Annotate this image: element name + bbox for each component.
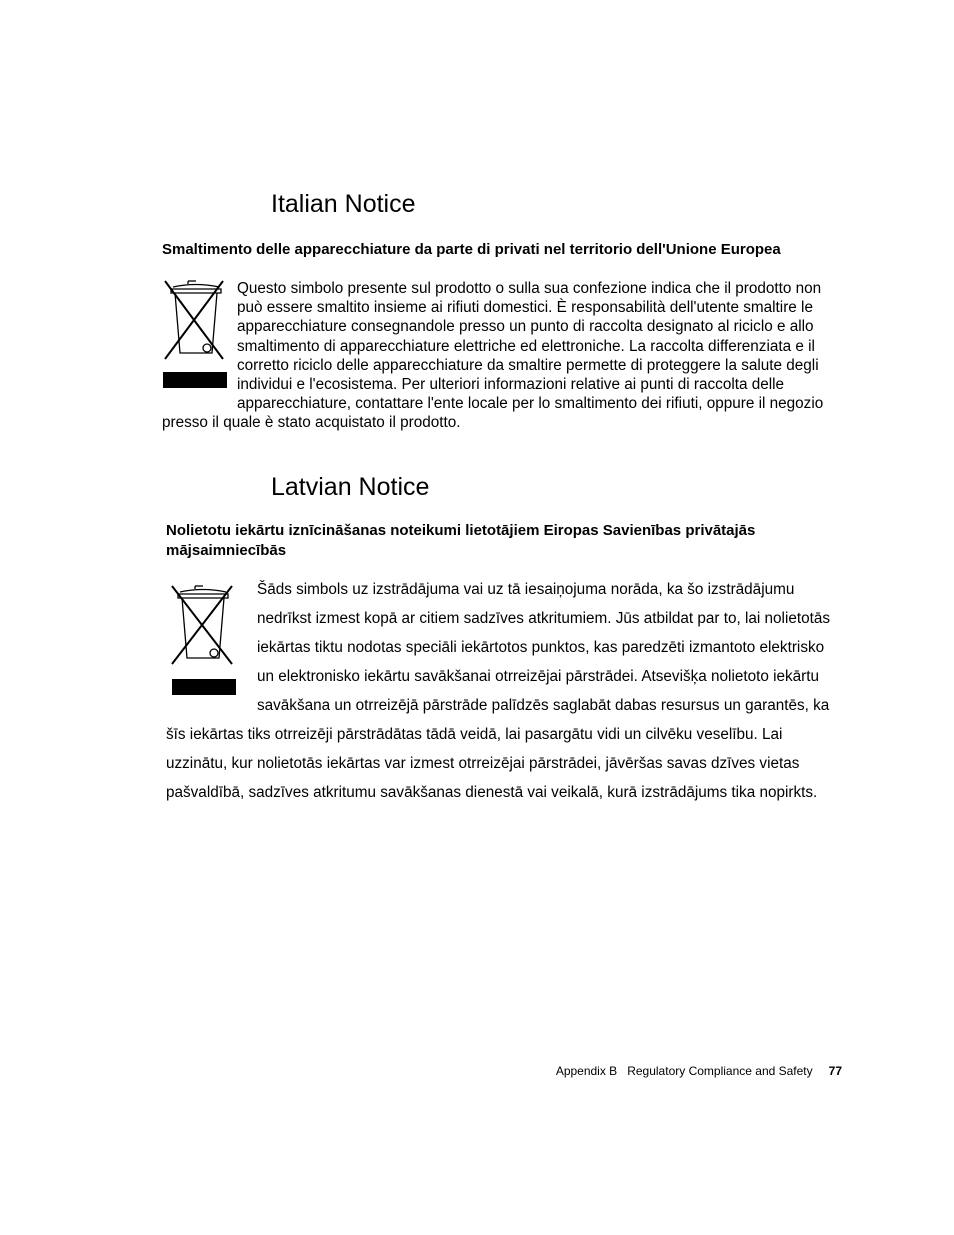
latvian-notice-body: Šāds simbols uz izstrādājuma vai uz tā iesaiņojuma norāda, ka šo izstrādājumu nedrīkst izmest kopā ar citiem sadzīves atkritumiem. Jūs atbildat par to, lai nolietotās iekārtas tiktu nodotas speciāli iekārtotos punktos, kas paredzēti izmantoto elektrisko un elektronisko iekārtu savākšanai otrreizējai pārstrādei. Atsevišķa nolietoto iekārtu savākšana un otrreizējā pārstrāde palīdzēs saglabāt dabas resursus un garantēs, ka šīs iekārtas tiks otrreizēji pārstrādātas tādā veidā, lai pasargātu vidi un cilvēku veselību. Lai uzzinātu, kur nolietotās iekārtas var izmest otrreizējai pārstrādei, jāvēršas savas dzīves vietas pašvaldībā, sadzīves atkritumu savākšanas dienestā vai veikalā, kurā izstrādājums tika nopirkts. <box>166 581 831 801</box>
footer-appendix: Appendix B <box>555 1064 618 1078</box>
page-number: 77 <box>828 1064 842 1078</box>
italian-notice-body: Questo simbolo presente sul prodotto o sulla sua confezione indica che il prodotto non può essere smaltito insieme ai rifiuti domestici. È responsabilità dell'utente smaltire le apparecchiature consegnandole presso un punto di raccolta designato al riciclo e allo smaltimento di apparecchiature elettriche ed elettroniche. La raccolta differenziata e il corretto riciclo delle apparecchiature da smaltire permette di proteggere la salute degli individui e l'ecosistema. Per ulteriori informazioni relative ai punti di raccolta delle apparecchiature, contattare l'ente locale per lo smaltimento dei rifiuti, oppure il negozio presso il quale è stato acquistato il prodotto. <box>162 280 824 432</box>
italian-notice-subtitle: Smaltimento delle apparecchiature da parte di privati nel territorio dell'Unione Europea <box>162 241 781 258</box>
latvian-notice-subtitle: Nolietotu iekārtu iznīcināšanas noteikumi lietotājiem Eiropas Savienības privātajās mājsaimniecībās <box>166 522 756 559</box>
page-footer <box>480 1064 842 1079</box>
footer-title: Regulatory Compliance and Safety <box>627 1064 813 1078</box>
latvian-notice-title: Latvian Notice <box>271 473 430 501</box>
italian-notice-title: Italian Notice <box>271 190 416 218</box>
